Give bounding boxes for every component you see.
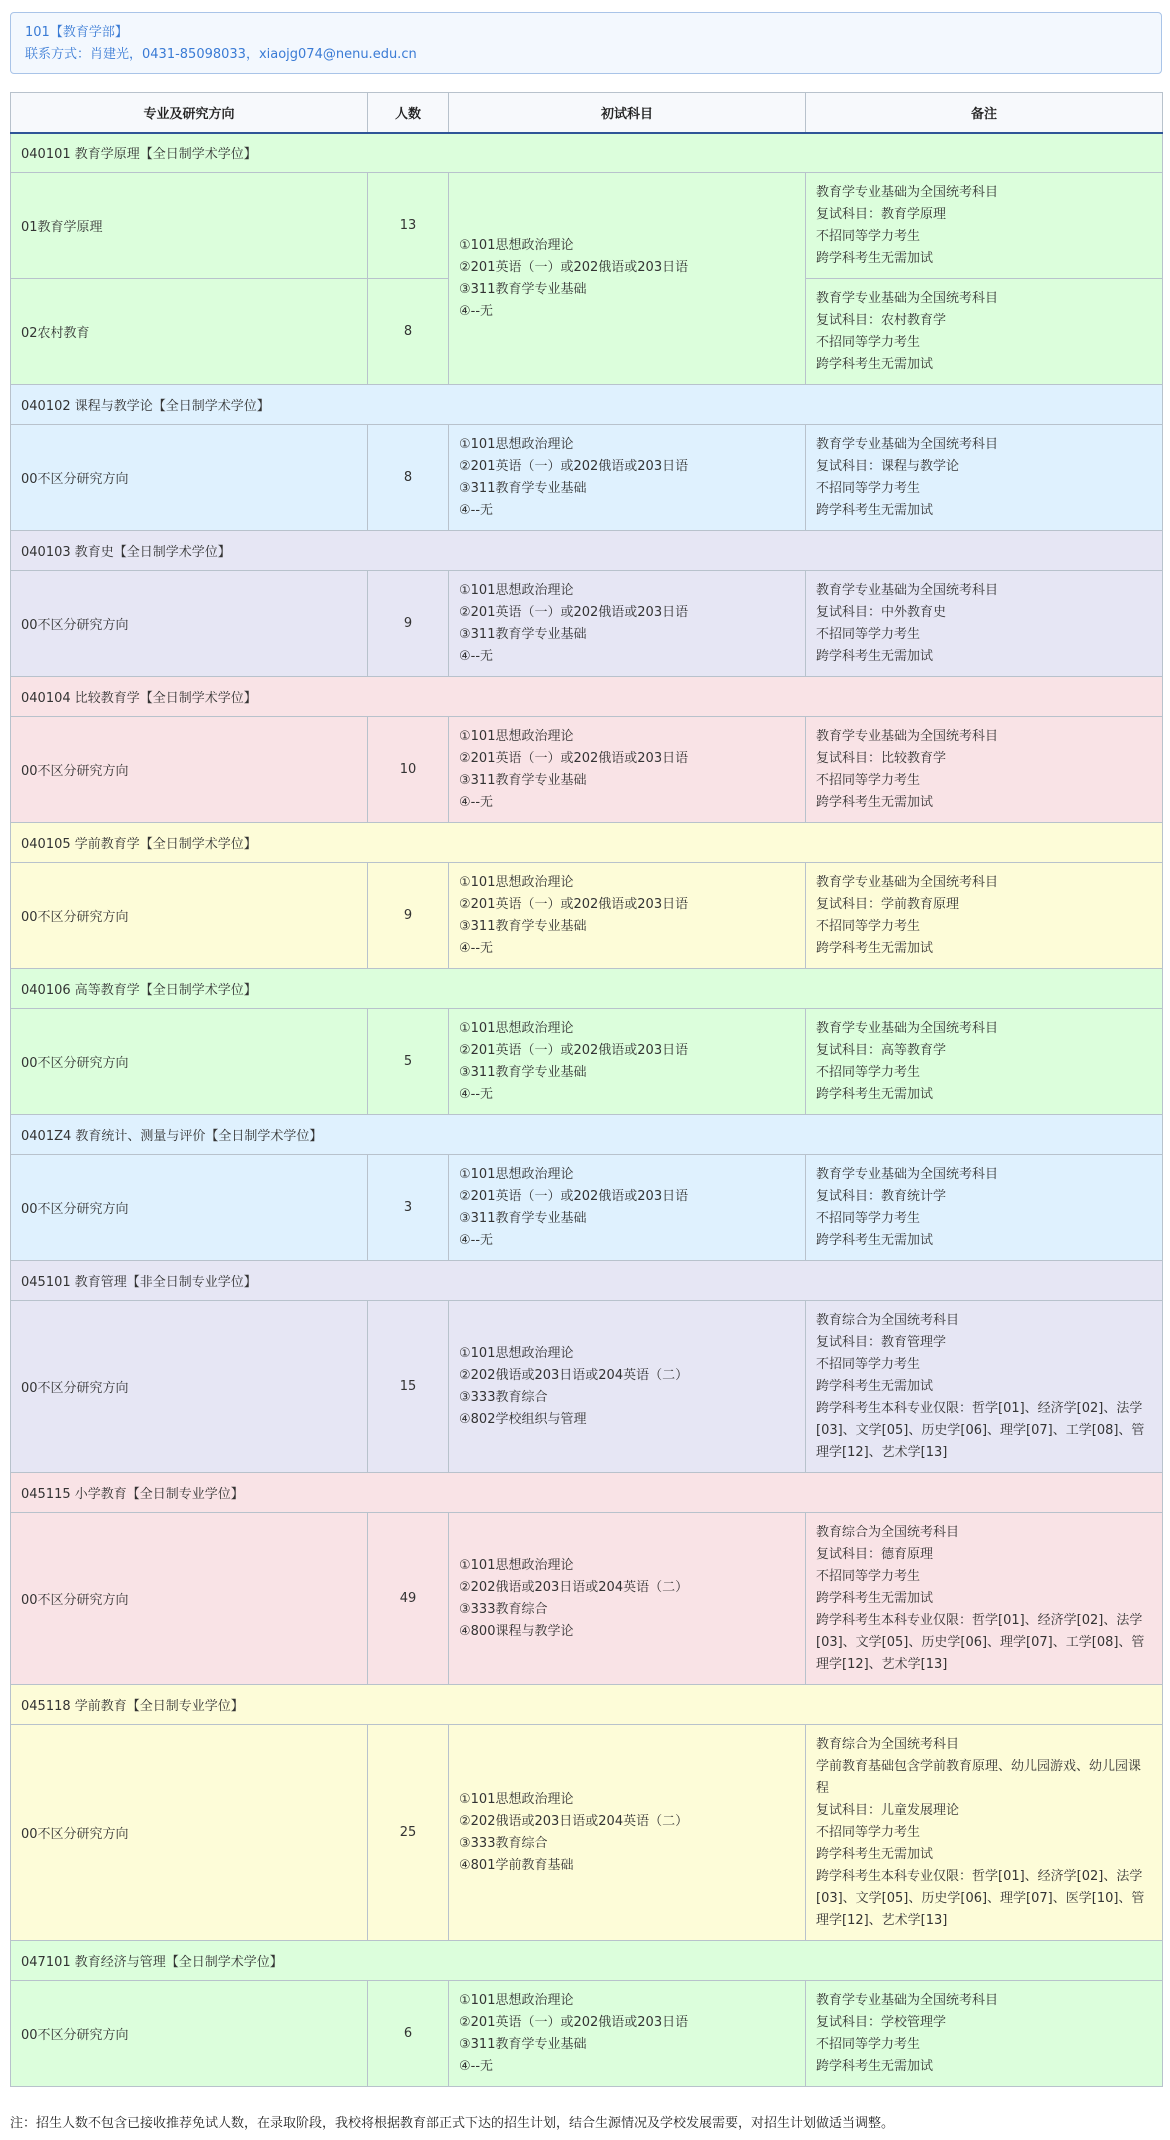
exam-subject: ③311教育学专业基础 xyxy=(459,1210,587,1226)
note-line: 复试科目：课程与教学论 xyxy=(816,458,960,474)
notes-cell xyxy=(806,279,1163,385)
major-title: 045101 教育管理【非全日制专业学位】 xyxy=(11,1261,1163,1301)
note-line: 跨学科考生无需加试 xyxy=(816,502,934,518)
exam-subject: ②202俄语或203日语或204英语（二） xyxy=(459,1367,689,1383)
notes-cell xyxy=(806,717,1163,823)
table-body xyxy=(11,133,1163,2087)
note-line: 不招同等学力考生 xyxy=(816,918,921,934)
exam-subject: ①101思想政治理论 xyxy=(459,728,574,744)
exam-subject: ④--无 xyxy=(459,1232,494,1248)
exam-subject: ④--无 xyxy=(459,1086,494,1102)
exam-subjects-cell xyxy=(449,1155,806,1261)
table-row xyxy=(11,863,1163,969)
direction-cell: 00不区分研究方向 xyxy=(11,1725,368,1941)
count-cell: 8 xyxy=(368,425,449,531)
major-title: 0401Z4 教育统计、测量与评价【全日制学术学位】 xyxy=(11,1115,1163,1155)
note-line: 教育综合为全国统考科目 xyxy=(816,1736,960,1752)
note-line: 学前教育基础包含学前教育原理、幼儿园游戏、幼儿园课程 xyxy=(816,1758,1142,1796)
note-line: 不招同等学力考生 xyxy=(816,626,921,642)
exam-subjects-cell xyxy=(449,1513,806,1685)
header-direction: 专业及研究方向 xyxy=(11,93,368,133)
table-row xyxy=(11,173,1163,279)
direction-cell: 00不区分研究方向 xyxy=(11,1155,368,1261)
group-header-row xyxy=(11,133,1163,173)
notes-cell xyxy=(806,425,1163,531)
note-line: 教育学专业基础为全国统考科目 xyxy=(816,1020,999,1036)
note-line: 教育综合为全国统考科目 xyxy=(816,1312,960,1328)
exam-subject: ③333教育综合 xyxy=(459,1389,548,1405)
direction-cell: 02农村教育 xyxy=(11,279,368,385)
exam-subject: ③333教育综合 xyxy=(459,1601,548,1617)
exam-subject: ②201英语（一）或202俄语或203日语 xyxy=(459,1042,689,1058)
note-line: 教育学专业基础为全国统考科目 xyxy=(816,582,999,598)
note-line: 跨学科考生无需加试 xyxy=(816,250,934,266)
note-line: 教育综合为全国统考科目 xyxy=(816,1524,960,1540)
department-title[interactable]: 101【教育学部】 xyxy=(25,25,128,40)
group-header-row xyxy=(11,385,1163,425)
exam-subject: ①101思想政治理论 xyxy=(459,1020,574,1036)
major-title: 040104 比较教育学【全日制学术学位】 xyxy=(11,677,1163,717)
exam-subject: ③311教育学专业基础 xyxy=(459,626,587,642)
exam-subject: ①101思想政治理论 xyxy=(459,1992,574,2008)
notes-cell xyxy=(806,571,1163,677)
note-line: 复试科目：中外教育史 xyxy=(816,604,947,620)
exam-subject: ①101思想政治理论 xyxy=(459,1791,574,1807)
department-info-box xyxy=(10,12,1162,74)
exam-subject: ④--无 xyxy=(459,502,494,518)
exam-subject: ②201英语（一）或202俄语或203日语 xyxy=(459,2014,689,2030)
direction-cell: 01教育学原理 xyxy=(11,173,368,279)
exam-subject: ①101思想政治理论 xyxy=(459,237,574,253)
exam-subject: ③311教育学专业基础 xyxy=(459,918,587,934)
note-line: 复试科目：学前教育原理 xyxy=(816,896,960,912)
notes-cell xyxy=(806,1981,1163,2087)
exam-subject: ④--无 xyxy=(459,303,494,319)
group-header-row xyxy=(11,1685,1163,1725)
note-line: 跨学科考生无需加试 xyxy=(816,940,934,956)
exam-subject: ④800课程与教学论 xyxy=(459,1623,574,1639)
direction-cell: 00不区分研究方向 xyxy=(11,571,368,677)
department-contact: 联系方式：肖建光，0431-85098033，xiaojg074@nenu.edu.cn xyxy=(25,47,417,62)
note-line: 跨学科考生无需加试 xyxy=(816,1590,934,1606)
direction-cell: 00不区分研究方向 xyxy=(11,1301,368,1473)
exam-subject: ①101思想政治理论 xyxy=(459,874,574,890)
exam-subjects-cell xyxy=(449,1009,806,1115)
major-title: 040105 学前教育学【全日制学术学位】 xyxy=(11,823,1163,863)
note-line: 不招同等学力考生 xyxy=(816,2036,921,2052)
note-line: 不招同等学力考生 xyxy=(816,228,921,244)
note-line: 不招同等学力考生 xyxy=(816,1210,921,1226)
note-line: 不招同等学力考生 xyxy=(816,334,921,350)
note-line: 复试科目：德育原理 xyxy=(816,1546,934,1562)
exam-subjects-cell xyxy=(449,173,806,385)
group-header-row xyxy=(11,677,1163,717)
count-cell: 9 xyxy=(368,571,449,677)
note-line: 跨学科考生无需加试 xyxy=(816,1232,934,1248)
note-line: 跨学科考生本科专业仅限：哲学[01]、经济学[02]、法学[03]、文学[05]、历史学[06]、理学[07]、工学[08]、管理学[12]、艺术学[13] xyxy=(816,1612,1145,1672)
major-title: 040103 教育史【全日制学术学位】 xyxy=(11,531,1163,571)
group-header-row xyxy=(11,823,1163,863)
exam-subject: ③311教育学专业基础 xyxy=(459,772,587,788)
notes-cell xyxy=(806,173,1163,279)
note-line: 不招同等学力考生 xyxy=(816,1568,921,1584)
exam-subjects-cell xyxy=(449,1301,806,1473)
exam-subject: ②201英语（一）或202俄语或203日语 xyxy=(459,458,689,474)
exam-subject: ④--无 xyxy=(459,794,494,810)
direction-cell: 00不区分研究方向 xyxy=(11,1513,368,1685)
note-line: 跨学科考生无需加试 xyxy=(816,356,934,372)
note-line: 不招同等学力考生 xyxy=(816,772,921,788)
note-line: 跨学科考生本科专业仅限：哲学[01]、经济学[02]、法学[03]、文学[05]、历史学[06]、理学[07]、工学[08]、管理学[12]、艺术学[13] xyxy=(816,1400,1145,1460)
note-line: 跨学科考生无需加试 xyxy=(816,1846,934,1862)
note-line: 教育学专业基础为全国统考科目 xyxy=(816,436,999,452)
footnote: 注：招生人数不包含已接收推荐免试人数，在录取阶段，我校将根据教育部正式下达的招生计划，结合生源情况及学校发展需要，对招生计划做适当调整。 xyxy=(10,2116,895,2131)
note-line: 教育学专业基础为全国统考科目 xyxy=(816,874,999,890)
major-title: 047101 教育经济与管理【全日制学术学位】 xyxy=(11,1941,1163,1981)
major-title: 045118 学前教育【全日制专业学位】 xyxy=(11,1685,1163,1725)
exam-subjects-cell xyxy=(449,1725,806,1941)
note-line: 不招同等学力考生 xyxy=(816,1064,921,1080)
notes-cell xyxy=(806,1513,1163,1685)
exam-subject: ②201英语（一）或202俄语或203日语 xyxy=(459,1188,689,1204)
exam-subject: ②201英语（一）或202俄语或203日语 xyxy=(459,896,689,912)
direction-cell: 00不区分研究方向 xyxy=(11,1981,368,2087)
exam-subjects-cell xyxy=(449,571,806,677)
direction-cell: 00不区分研究方向 xyxy=(11,1009,368,1115)
exam-subject: ③311教育学专业基础 xyxy=(459,1064,587,1080)
note-line: 跨学科考生无需加试 xyxy=(816,794,934,810)
note-line: 不招同等学力考生 xyxy=(816,1356,921,1372)
major-title: 045115 小学教育【全日制专业学位】 xyxy=(11,1473,1163,1513)
header-count: 人数 xyxy=(368,93,449,133)
exam-subject: ④801学前教育基础 xyxy=(459,1857,574,1873)
major-title: 040106 高等教育学【全日制学术学位】 xyxy=(11,969,1163,1009)
notes-cell xyxy=(806,1155,1163,1261)
exam-subjects-cell xyxy=(449,863,806,969)
notes-cell xyxy=(806,1009,1163,1115)
table-row xyxy=(11,425,1163,531)
exam-subject: ②202俄语或203日语或204英语（二） xyxy=(459,1813,689,1829)
exam-subject: ②202俄语或203日语或204英语（二） xyxy=(459,1579,689,1595)
note-line: 跨学科考生无需加试 xyxy=(816,2058,934,2074)
note-line: 教育学专业基础为全国统考科目 xyxy=(816,1166,999,1182)
note-line: 不招同等学力考生 xyxy=(816,1824,921,1840)
count-cell: 5 xyxy=(368,1009,449,1115)
table-row xyxy=(11,1513,1163,1685)
note-line: 复试科目：农村教育学 xyxy=(816,312,947,328)
note-line: 复试科目：教育管理学 xyxy=(816,1334,947,1350)
exam-subject: ③311教育学专业基础 xyxy=(459,480,587,496)
note-line: 跨学科考生无需加试 xyxy=(816,1378,934,1394)
note-line: 跨学科考生无需加试 xyxy=(816,648,934,664)
count-cell: 3 xyxy=(368,1155,449,1261)
exam-subject: ②201英语（一）或202俄语或203日语 xyxy=(459,750,689,766)
exam-subject: ③311教育学专业基础 xyxy=(459,281,587,297)
note-line: 教育学专业基础为全国统考科目 xyxy=(816,728,999,744)
notes-cell xyxy=(806,863,1163,969)
exam-subject: ③333教育综合 xyxy=(459,1835,548,1851)
note-line: 教育学专业基础为全国统考科目 xyxy=(816,184,999,200)
count-cell: 49 xyxy=(368,1513,449,1685)
direction-cell: 00不区分研究方向 xyxy=(11,863,368,969)
header-exams: 初试科目 xyxy=(449,93,806,133)
count-cell: 10 xyxy=(368,717,449,823)
note-line: 不招同等学力考生 xyxy=(816,480,921,496)
table-header-row xyxy=(11,93,1163,133)
header-notes: 备注 xyxy=(806,93,1163,133)
exam-subject: ①101思想政治理论 xyxy=(459,582,574,598)
group-header-row xyxy=(11,531,1163,571)
direction-cell: 00不区分研究方向 xyxy=(11,717,368,823)
count-cell: 8 xyxy=(368,279,449,385)
table-row xyxy=(11,1981,1163,2087)
table-row xyxy=(11,717,1163,823)
note-line: 复试科目：儿童发展理论 xyxy=(816,1802,960,1818)
count-cell: 25 xyxy=(368,1725,449,1941)
exam-subject: ①101思想政治理论 xyxy=(459,1557,574,1573)
major-title: 040101 教育学原理【全日制学术学位】 xyxy=(11,133,1163,173)
table-row xyxy=(11,1155,1163,1261)
exam-subjects-cell xyxy=(449,717,806,823)
note-line: 复试科目：教育学原理 xyxy=(816,206,947,222)
enrollment-table xyxy=(10,92,1163,2087)
group-header-row xyxy=(11,969,1163,1009)
table-row xyxy=(11,1301,1163,1473)
note-line: 复试科目：高等教育学 xyxy=(816,1042,947,1058)
exam-subject: ①101思想政治理论 xyxy=(459,1166,574,1182)
table-row xyxy=(11,571,1163,677)
count-cell: 9 xyxy=(368,863,449,969)
major-title: 040102 课程与教学论【全日制学术学位】 xyxy=(11,385,1163,425)
note-line: 跨学科考生本科专业仅限：哲学[01]、经济学[02]、法学[03]、文学[05]、历史学[06]、理学[07]、医学[10]、管理学[12]、艺术学[13] xyxy=(816,1868,1145,1928)
group-header-row xyxy=(11,1941,1163,1981)
note-line: 复试科目：教育统计学 xyxy=(816,1188,947,1204)
exam-subject: ④--无 xyxy=(459,648,494,664)
exam-subjects-cell xyxy=(449,425,806,531)
exam-subjects-cell xyxy=(449,1981,806,2087)
note-line: 复试科目：学校管理学 xyxy=(816,2014,947,2030)
exam-subject: ②201英语（一）或202俄语或203日语 xyxy=(459,604,689,620)
direction-cell: 00不区分研究方向 xyxy=(11,425,368,531)
exam-subject: ①101思想政治理论 xyxy=(459,436,574,452)
exam-subject: ②201英语（一）或202俄语或203日语 xyxy=(459,259,689,275)
table-row xyxy=(11,1009,1163,1115)
group-header-row xyxy=(11,1473,1163,1513)
group-header-row xyxy=(11,1261,1163,1301)
exam-subject: ④--无 xyxy=(459,940,494,956)
exam-subject: ①101思想政治理论 xyxy=(459,1345,574,1361)
group-header-row xyxy=(11,1115,1163,1155)
count-cell: 15 xyxy=(368,1301,449,1473)
note-line: 复试科目：比较教育学 xyxy=(816,750,947,766)
exam-subject: ③311教育学专业基础 xyxy=(459,2036,587,2052)
exam-subject: ④802学校组织与管理 xyxy=(459,1411,587,1427)
notes-cell xyxy=(806,1301,1163,1473)
exam-subject: ④--无 xyxy=(459,2058,494,2074)
notes-cell xyxy=(806,1725,1163,1941)
count-cell: 6 xyxy=(368,1981,449,2087)
note-line: 教育学专业基础为全国统考科目 xyxy=(816,1992,999,2008)
note-line: 跨学科考生无需加试 xyxy=(816,1086,934,1102)
count-cell: 13 xyxy=(368,173,449,279)
note-line: 教育学专业基础为全国统考科目 xyxy=(816,290,999,306)
table-row xyxy=(11,1725,1163,1941)
